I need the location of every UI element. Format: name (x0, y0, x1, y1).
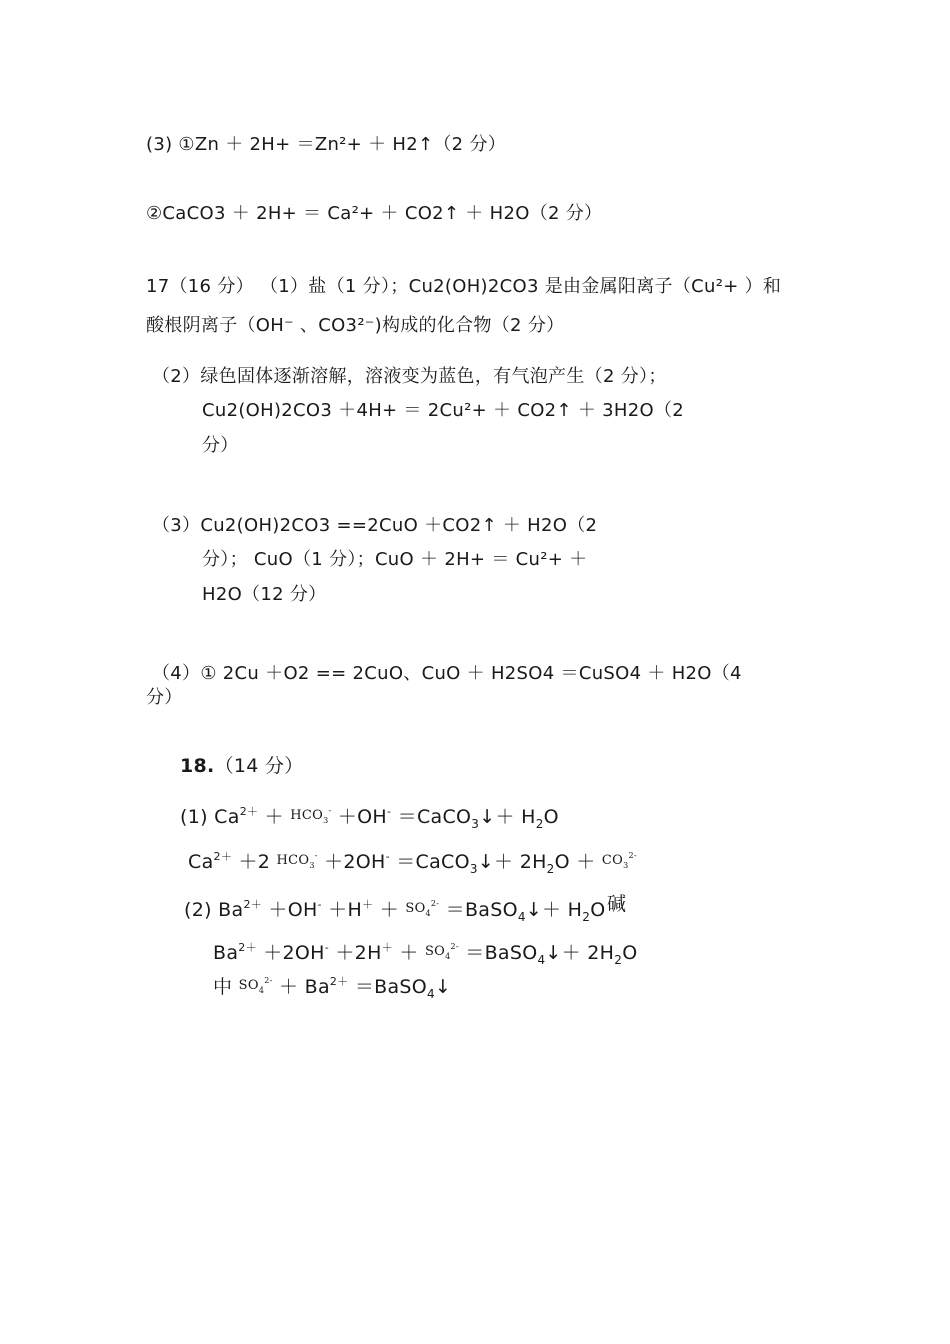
q17-3-line1: （3）Cu2(OH)2CO3 ==2CuO ＋CO2↑ ＋ H2O（2 (152, 515, 598, 536)
q18-number: 18. (180, 755, 215, 777)
q18-side-word: 碱 (607, 893, 627, 915)
q18-1-eq1: (1) $Ca^{2+} + HCO_3^- +OH^-$ ＝CaCO$_3$↓＋ $H_2O$ (180, 800, 559, 835)
q17-4-line1: （4）① 2Cu ＋O2 == 2CuO、CuO ＋ H2SO4 ＝CuSO4 ＋ H2O（4 (152, 663, 742, 684)
so4-ion: $SO_4^{2-}$ (238, 976, 273, 995)
so4-ion: $SO_4^{2-}$ (424, 942, 459, 961)
q17-4-line2: 分） (146, 687, 183, 708)
q18-points: （14 分） (214, 755, 304, 777)
q18-2-eq1: (2) $Ba^{2+} +OH^- +H^+ + SO_4^{2-}$ ＝BaSO$_4$↓＋ $H_2O$ (184, 893, 605, 928)
q17-2-line3: 分） (202, 435, 239, 456)
co3-ion: $CO_3^{2-}$ (601, 851, 637, 870)
q17-2-line2: Cu2(OH)2CO3 ＋4H+ ＝ 2Cu²+ ＋ CO2↑ ＋ 3H2O（2 (202, 400, 684, 421)
so4-ion: $SO_4^{2-}$ (405, 899, 440, 918)
q17-2-line1: （2）绿色固体逐渐溶解，溶液变为蓝色，有气泡产生（2 分）； (152, 366, 667, 387)
q18-1-eq2: $Ca^{2+} +2$ $HCO_3^- +2OH^-$ ＝CaCO$_3$↓＋ $2H_2O + CO_3^{2-}$ (188, 845, 637, 880)
q17-3-line2: 分）； CuO（1 分）；CuO ＋ 2H+ ＝ Cu²+ ＋ (202, 549, 588, 570)
q17-3-line3: H2O（12 分） (202, 584, 327, 605)
q16-3-line2: ②CaCO3 ＋ 2H+ ＝ Ca²+ ＋ CO2↑ ＋ H2O（2 分） (146, 203, 603, 224)
q16-3-line1: (3) ①Zn ＋ 2H+ ＝Zn²+ ＋ H2↑（2 分） (146, 134, 507, 155)
q18-2-eq2: $Ba^{2+} +2OH^- +2H^+ + SO_4^{2-}$ ＝BaSO$_4$↓＋ $2H_2O$ (213, 936, 637, 971)
q18-header (180, 755, 304, 777)
q17-line1: 17（16 分） （1）盐（1 分）；Cu2(OH)2CO3 是由金属阳离子（Cu²+ ）和 (146, 276, 782, 297)
q18-2-eq3: 中 $SO_4^{2-} + Ba^{2+}$ ＝BaSO$_4$↓ (213, 970, 451, 1005)
hco3-ion: $HCO_3^-$ (276, 851, 318, 870)
hco3-ion: $HCO_3^-$ (290, 806, 332, 825)
q17-line2: 酸根阴离子（OH⁻ 、CO3²⁻)构成的化合物（2 分） (146, 315, 565, 336)
